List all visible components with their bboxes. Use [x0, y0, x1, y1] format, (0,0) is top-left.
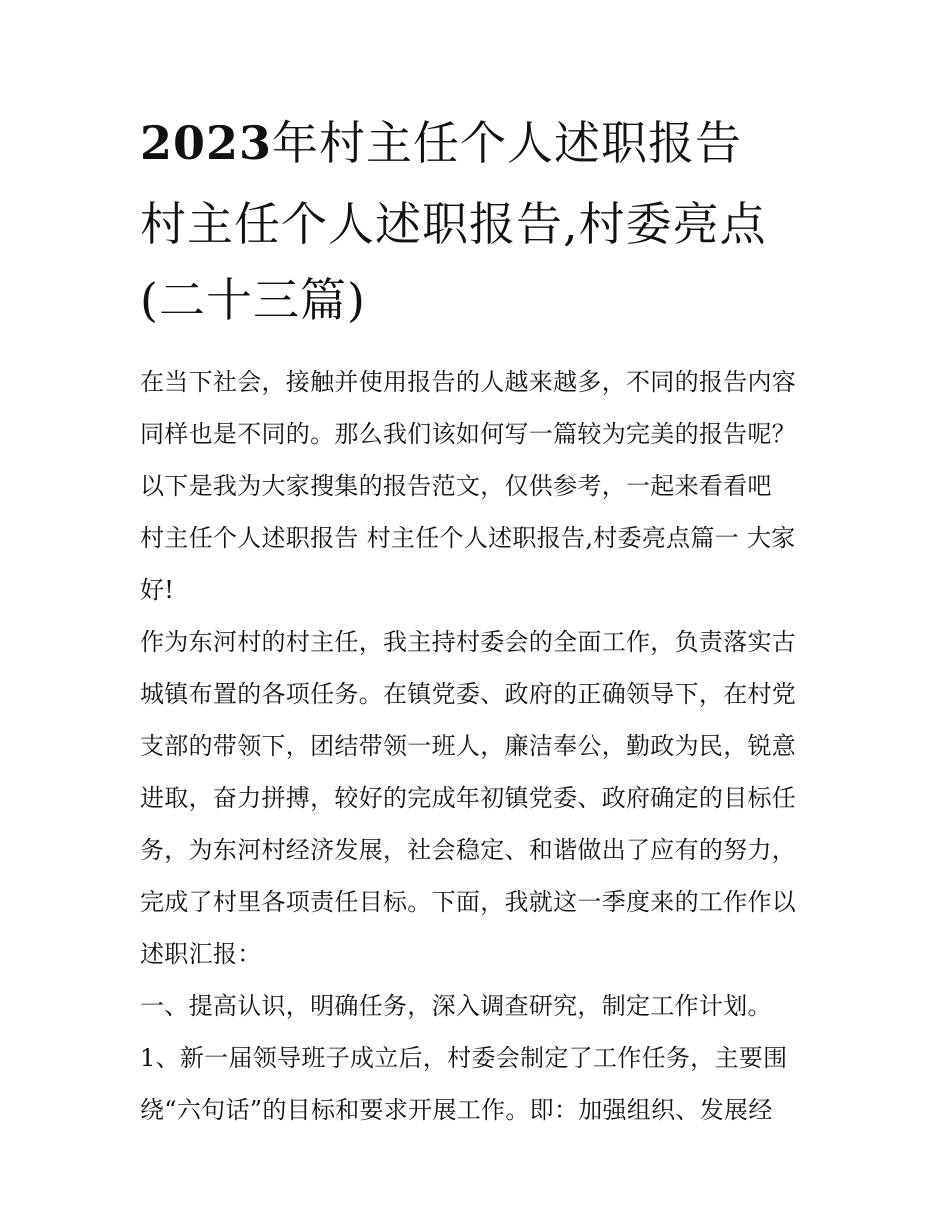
paragraph-section-heading: 一、提高认识，明确任务，深入调查研究，制定工作计划。 [140, 992, 772, 1020]
document-subtitle: 村主任个人述职报告,村委亮点(二十三篇) [140, 197, 767, 327]
document-page [140, 114, 820, 1136]
document-title [140, 114, 820, 172]
paragraph-item-1: 1、新一届领导班子成立后，村委会制定了工作任务，主要围绕“六句话”的目标和要求开展工作。即：加强组织、发展经 [140, 1044, 788, 1124]
paragraph-greeting: 村主任个人述职报告 村主任个人述职报告,村委亮点篇一 大家好! [140, 524, 796, 604]
paragraph-overview: 作为东河村的村主任，我主持村委会的全面工作，负责落实古城镇布置的各项任务。在镇党委、政府的正确领导下，在村党支部的带领下，团结带领一班人，廉洁奉公，勤政为民，锐意进取，奋力拼搏，较好的完成年初镇党委、政府确定的目标任务，为东河村经济发展，社会稳定、和谐做出了应有的努力，完成了村里各项责任目标。下面，我就这一季度来的工作作以述职汇报： [140, 628, 797, 968]
title-text: 年村主任个人述职报告 [272, 116, 743, 170]
document-body [140, 356, 820, 1136]
paragraph-intro: 在当下社会，接触并使用报告的人越来越多，不同的报告内容同样也是不同的。那么我们该如何写一篇较为完美的报告呢？以下是我为大家搜集的报告范文，仅供参考，一起来看看吧 [140, 368, 797, 500]
title-year: 2023 [140, 116, 273, 170]
